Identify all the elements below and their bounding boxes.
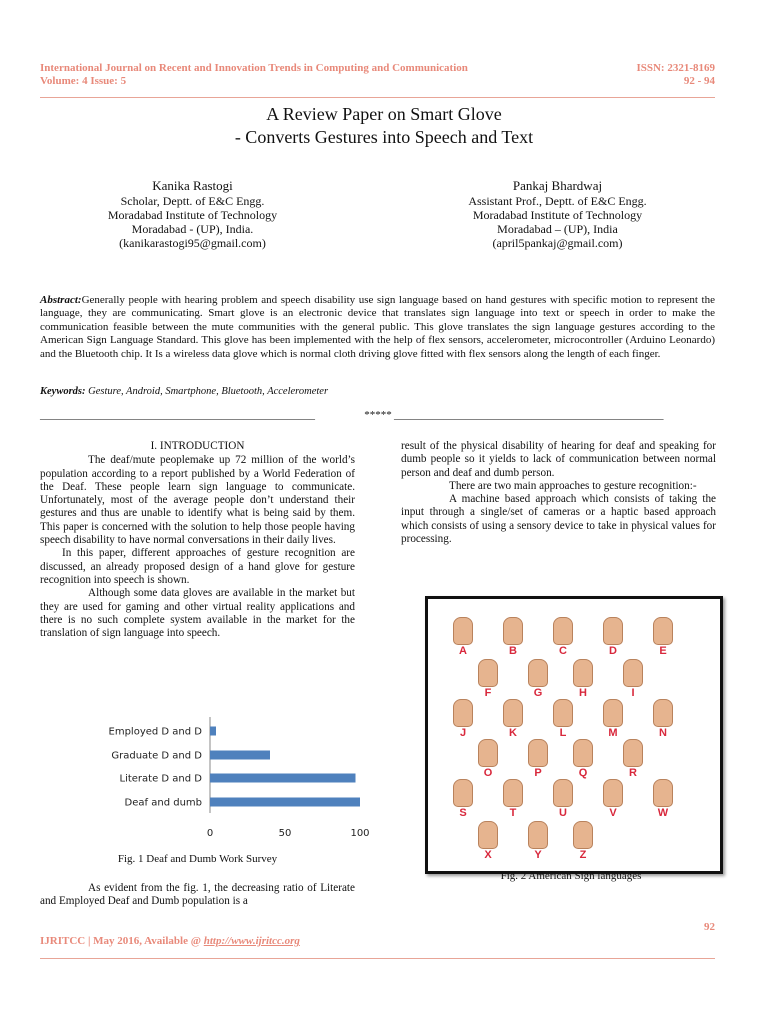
category-label: Deaf and dumb xyxy=(124,797,202,809)
bar-literate-d-and-d xyxy=(210,774,356,783)
x-tick-label: 100 xyxy=(350,828,370,839)
asl-sign-z xyxy=(573,821,593,861)
right-paragraph-3: A machine based approach which consists of taking the input through a single/set of cameras or a haptic based approach which consists of using a sensory device to take in physical values for processing. xyxy=(401,493,716,546)
asl-letter-label: U xyxy=(559,807,567,819)
deaf-dumb-work-survey-chart xyxy=(40,712,370,842)
hand-icon xyxy=(453,617,473,645)
x-tick-label: 50 xyxy=(278,828,292,839)
asl-sign-r xyxy=(623,739,643,779)
chart-category-labels xyxy=(109,727,203,809)
hand-icon xyxy=(553,617,573,645)
separator-stars: ***** xyxy=(364,409,392,421)
page-range: 92 - 94 xyxy=(683,75,715,87)
asl-letter-label: W xyxy=(657,807,669,819)
asl-letter-label: S xyxy=(459,807,467,819)
hand-icon xyxy=(453,779,473,807)
asl-sign-b xyxy=(503,617,523,657)
hand-icon xyxy=(478,659,498,687)
asl-hand-grid xyxy=(428,599,720,871)
hand-icon xyxy=(453,699,473,727)
journal-name: International Journal on Recent and Innovation Trends in Computing and Communication xyxy=(40,62,468,74)
hand-icon xyxy=(573,659,593,687)
hand-icon xyxy=(573,821,593,849)
asl-letter-label: X xyxy=(484,849,492,861)
asl-sign-l xyxy=(553,699,573,739)
bar-graduate-d-and-d xyxy=(210,751,270,760)
issn: ISSN: 2321-8169 xyxy=(636,62,715,74)
asl-sign-s xyxy=(453,779,473,819)
bar-employed-d-and-d xyxy=(210,727,216,736)
author-affiliation: Assistant Prof., Deptt. of E&C Engg. xyxy=(468,194,647,208)
hand-icon xyxy=(623,739,643,767)
hand-icon xyxy=(528,659,548,687)
asl-sign-o xyxy=(478,739,498,779)
author-location: Moradabad - (UP), India. xyxy=(131,222,254,236)
hand-icon xyxy=(528,821,548,849)
separator-line-right: _________________________________________________ xyxy=(394,409,664,421)
asl-sign-k xyxy=(503,699,523,739)
asl-sign-g xyxy=(528,659,548,699)
hand-icon xyxy=(528,739,548,767)
asl-sign-i xyxy=(623,659,643,699)
intro-paragraph-2: In this paper, different approaches of gesture recognition are discussed, an already proposed design of a hand glove for gesture recognition into speech is shown. xyxy=(40,547,355,586)
asl-letter-label: F xyxy=(484,687,492,699)
asl-sign-n xyxy=(653,699,673,739)
keywords-label: Keywords: xyxy=(40,386,86,397)
asl-letter-label: D xyxy=(609,645,617,657)
hand-icon xyxy=(503,617,523,645)
author-email: (kanikarastogi95@gmail.com) xyxy=(119,236,266,250)
section-separator xyxy=(40,409,715,421)
hand-icon xyxy=(603,617,623,645)
intro-paragraph-3: Although some data gloves are available in the market but they are used for gaming and other virtual reality applications and there is no such complete system available in the market for the translation of sign language into speech. xyxy=(40,587,355,640)
right-column xyxy=(401,440,716,546)
asl-letter-label: B xyxy=(509,645,517,657)
chart-x-ticks xyxy=(207,828,445,839)
asl-sign-y xyxy=(528,821,548,861)
author-affiliation: Scholar, Deptt. of E&C Engg. xyxy=(120,194,265,208)
asl-letter-label: M xyxy=(608,727,618,739)
asl-sign-u xyxy=(553,779,573,819)
asl-letter-label: Y xyxy=(534,849,542,861)
asl-letter-label: L xyxy=(559,727,567,739)
paper-title: A Review Paper on Smart Glove xyxy=(266,104,502,124)
asl-sign-m xyxy=(603,699,623,739)
asl-letter-label: R xyxy=(629,767,637,779)
asl-sign-q xyxy=(573,739,593,779)
keywords-text: Gesture, Android, Smartphone, Bluetooth, Accelerometer xyxy=(88,386,329,397)
asl-letter-label: T xyxy=(509,807,517,819)
category-label: Employed D and D xyxy=(108,726,202,738)
right-paragraph-1: result of the physical disability of hearing for deaf and speaking for dumb people so it yields to lack of communication between normal person and deaf and dumb person. xyxy=(401,440,716,479)
hand-icon xyxy=(478,821,498,849)
chart-bars xyxy=(210,727,360,807)
asl-letter-label: Q xyxy=(578,767,588,779)
asl-letter-label: K xyxy=(509,727,517,739)
hand-icon xyxy=(603,779,623,807)
category-label: Literate D and D xyxy=(119,773,202,785)
author-name: Kanika Rastogi xyxy=(152,178,233,193)
asl-letter-label: P xyxy=(534,767,542,779)
footer-label: IJRITCC | May 2016, Available @ xyxy=(40,935,204,947)
paper-subtitle: - Converts Gestures into Speech and Text xyxy=(234,127,534,147)
asl-sign-d xyxy=(603,617,623,657)
author-institute: Moradabad Institute of Technology xyxy=(472,208,643,222)
left-bottom-text xyxy=(40,882,355,909)
hand-icon xyxy=(603,699,623,727)
asl-letter-label: G xyxy=(533,687,543,699)
asl-letter-label: I xyxy=(631,687,635,699)
asl-letter-label: E xyxy=(659,645,667,657)
author-institute: Moradabad Institute of Technology xyxy=(107,208,278,222)
hand-icon xyxy=(503,779,523,807)
fig2-caption: Fig. 2 American Sign languages xyxy=(500,870,642,882)
asl-sign-a xyxy=(453,617,473,657)
left-bottom-paragraph: As evident from the fig. 1, the decreasing ratio of Literate and Employed Deaf and Dumb population is a xyxy=(40,882,355,908)
asl-sign-w xyxy=(653,779,673,819)
asl-sign-x xyxy=(478,821,498,861)
asl-letter-label: H xyxy=(579,687,587,699)
journal-website-link[interactable]: http://www.ijritcc.org xyxy=(203,935,300,947)
asl-sign-h xyxy=(573,659,593,699)
header-rule xyxy=(40,97,715,98)
american-sign-language-figure xyxy=(425,596,723,874)
author-location: Moradabad – (UP), India xyxy=(497,222,618,236)
hand-icon xyxy=(553,779,573,807)
author-name: Pankaj Bhardwaj xyxy=(512,178,603,193)
left-column xyxy=(40,440,355,640)
asl-sign-f xyxy=(478,659,498,699)
fig1-caption: Fig. 1 Deaf and Dumb Work Survey xyxy=(117,853,278,865)
asl-sign-e xyxy=(653,617,673,657)
asl-sign-v xyxy=(603,779,623,819)
author-email: (april5pankaj@gmail.com) xyxy=(492,236,623,250)
intro-paragraph-1: The deaf/mute peoplemake up 72 million of the world’s population according to a report published by a World Federation of the Deaf. These people learn sign language to communicate. Unfortunately, most of the average people don’t understand their gestures and thus are unable to identify what is being said by them. This paper is concerned with the solution to help those people having speech disability to have normal conversations in their daily lives. xyxy=(40,454,355,547)
asl-letter-label: Z xyxy=(579,849,587,861)
footer-rule xyxy=(40,958,715,959)
section-heading: I. INTRODUCTION xyxy=(150,440,245,452)
separator-line-left: __________________________________________________ xyxy=(40,409,315,421)
author-2 xyxy=(455,177,660,250)
asl-letter-label: J xyxy=(459,727,467,739)
page-number: 92 xyxy=(704,921,715,933)
hand-icon xyxy=(653,699,673,727)
abstract xyxy=(40,294,715,361)
hand-icon xyxy=(573,739,593,767)
hand-icon xyxy=(553,699,573,727)
asl-letter-label: N xyxy=(659,727,667,739)
abstract-label: Abstract: xyxy=(40,294,82,306)
asl-letter-label: C xyxy=(559,645,567,657)
volume-issue: Volume: 4 Issue: 5 xyxy=(40,75,127,87)
asl-sign-t xyxy=(503,779,523,819)
hand-icon xyxy=(503,699,523,727)
asl-letter-label: A xyxy=(459,645,467,657)
keywords xyxy=(40,385,715,398)
asl-letter-label: O xyxy=(483,767,493,779)
author-1 xyxy=(95,177,290,250)
footer-text xyxy=(40,935,300,947)
abstract-text: Generally people with hearing problem and speech disability use sign language based on hand gestures with specific motion to represent the language, they are communicating. Smart glove is an electronic device that translates sign language into text or speech in order to make the communication feasible between the mute communities with the general public. This glove translates the sign language gestures according to the American Sign Language Standard. This glove has been implemented with the help of flex sensors, accelerometer, microcontroller (Arduino Leonardo) and the Bluetooth chip. It Is a wireless data glove which is normal cloth driving glove fitted with flex sensors along the length of each finger. xyxy=(40,294,715,360)
asl-sign-p xyxy=(528,739,548,779)
bar-deaf-and-dumb xyxy=(210,798,360,807)
hand-icon xyxy=(653,779,673,807)
hand-icon xyxy=(623,659,643,687)
category-label: Graduate D and D xyxy=(111,750,202,762)
right-paragraph-2: There are two main approaches to gesture recognition:- xyxy=(449,479,697,492)
asl-sign-c xyxy=(553,617,573,657)
hand-icon xyxy=(653,617,673,645)
asl-letter-label: V xyxy=(609,807,617,819)
hand-icon xyxy=(478,739,498,767)
x-tick-label: 0 xyxy=(206,828,214,839)
asl-sign-j xyxy=(453,699,473,739)
